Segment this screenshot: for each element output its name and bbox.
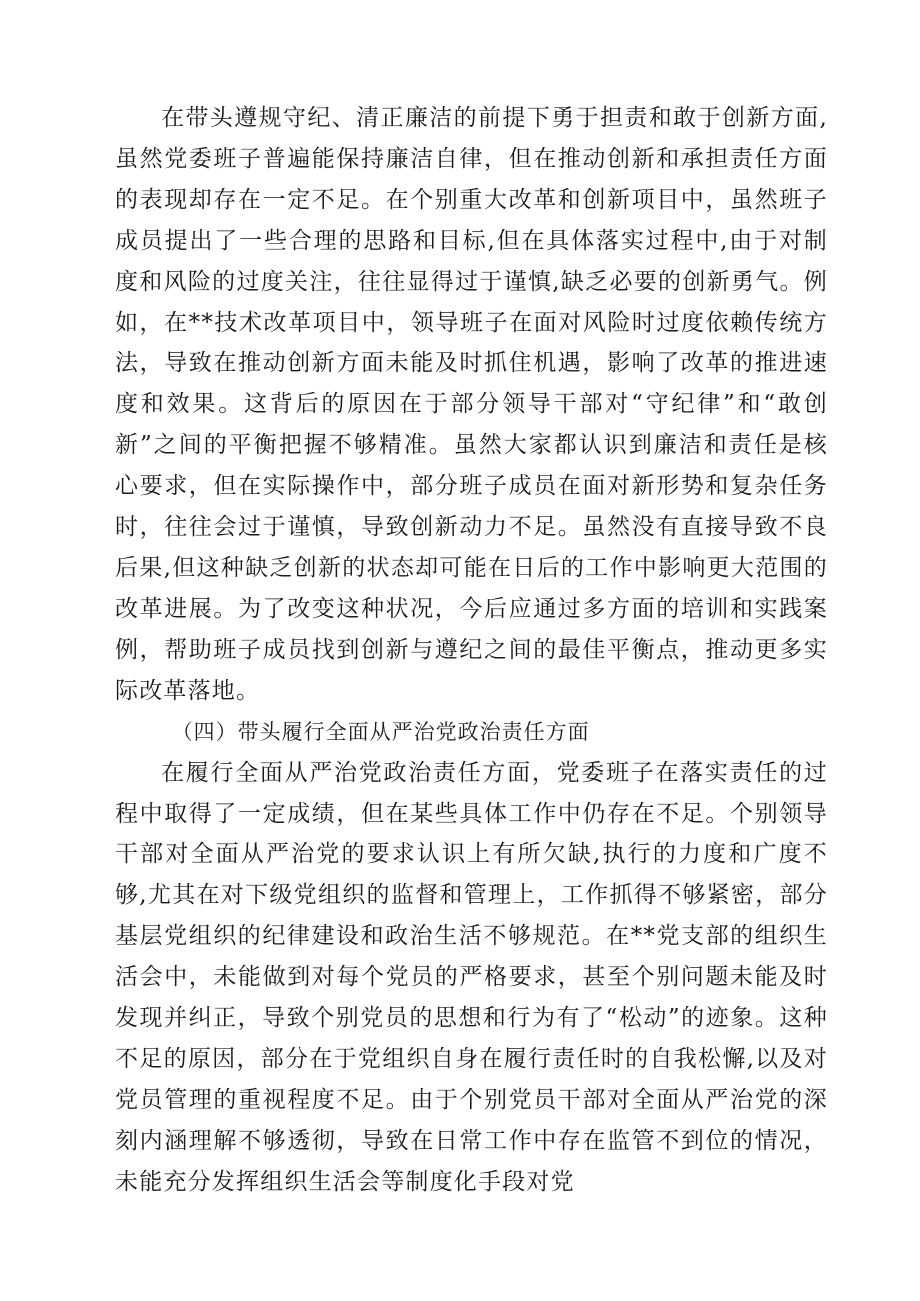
body-paragraph: 在履行全面从严治党政治责任方面，党委班子在落实责任的过程中取得了一定成绩，但在某些具体工作中仍存在不足。个别领导干部对全面从严治党的要求认识上有所欠缺,执行的力度和广度不够,尤其在对下级党组织的监督和管理上，工作抓得不够紧密，部分基层党组织的纪律建设和政治生活不够规范。在**党支部的组织生活会中，未能做到对每个党员的严格要求，甚至个别问题未能及时发现并纠正，导致个别党员的思想和行为有了“松动”的迹象。这种不足的原因，部分在于党组织自身在履行责任时的自我松懈,以及对党员管理的重视程度不足。由于个别党员干部对全面从严治党的深刻内涵理解不够透彻，导致在日常工作中存在监管不到位的情况，未能充分发挥组织生活会等制度化手段对党 [115, 759, 828, 1195]
body-paragraph: 在带头遵规守纪、清正廉洁的前提下勇于担责和敢于创新方面,虽然党委班子普遍能保持廉洁自律，但在推动创新和承担责任方面的表现却存在一定不足。在个别重大改革和创新项目中，虽然班子成员提出了一些合理的思路和目标,但在具体落实过程中,由于对制度和风险的过度关注，往往显得过于谨慎,缺乏必要的创新勇气。例如，在**技术改革项目中，领导班子在面对风险时过度依赖传统方法，导致在推动创新方面未能及时抓住机遇，影响了改革的推进速度和效果。这背后的原因在于部分领导干部对“守纪律”和“敢创新”之间的平衡把握不够精准。虽然大家都认识到廉洁和责任是核心要求，但在实际操作中，部分班子成员在面对新形势和复杂任务时，往往会过于谨慎，导致创新动力不足。虽然没有直接导致不良后果,但这种缺乏创新的状态却可能在日后的工作中影响更大范围的改革进展。为了改变这种状况，今后应通过多方面的培训和实践案例，帮助班子成员找到创新与遵纪之间的最佳平衡点，推动更多实际改革落地。 [115, 105, 828, 704]
section-heading: （四）带头履行全面从严治党政治责任方面 [171, 719, 590, 744]
document-body [115, 98, 828, 1203]
